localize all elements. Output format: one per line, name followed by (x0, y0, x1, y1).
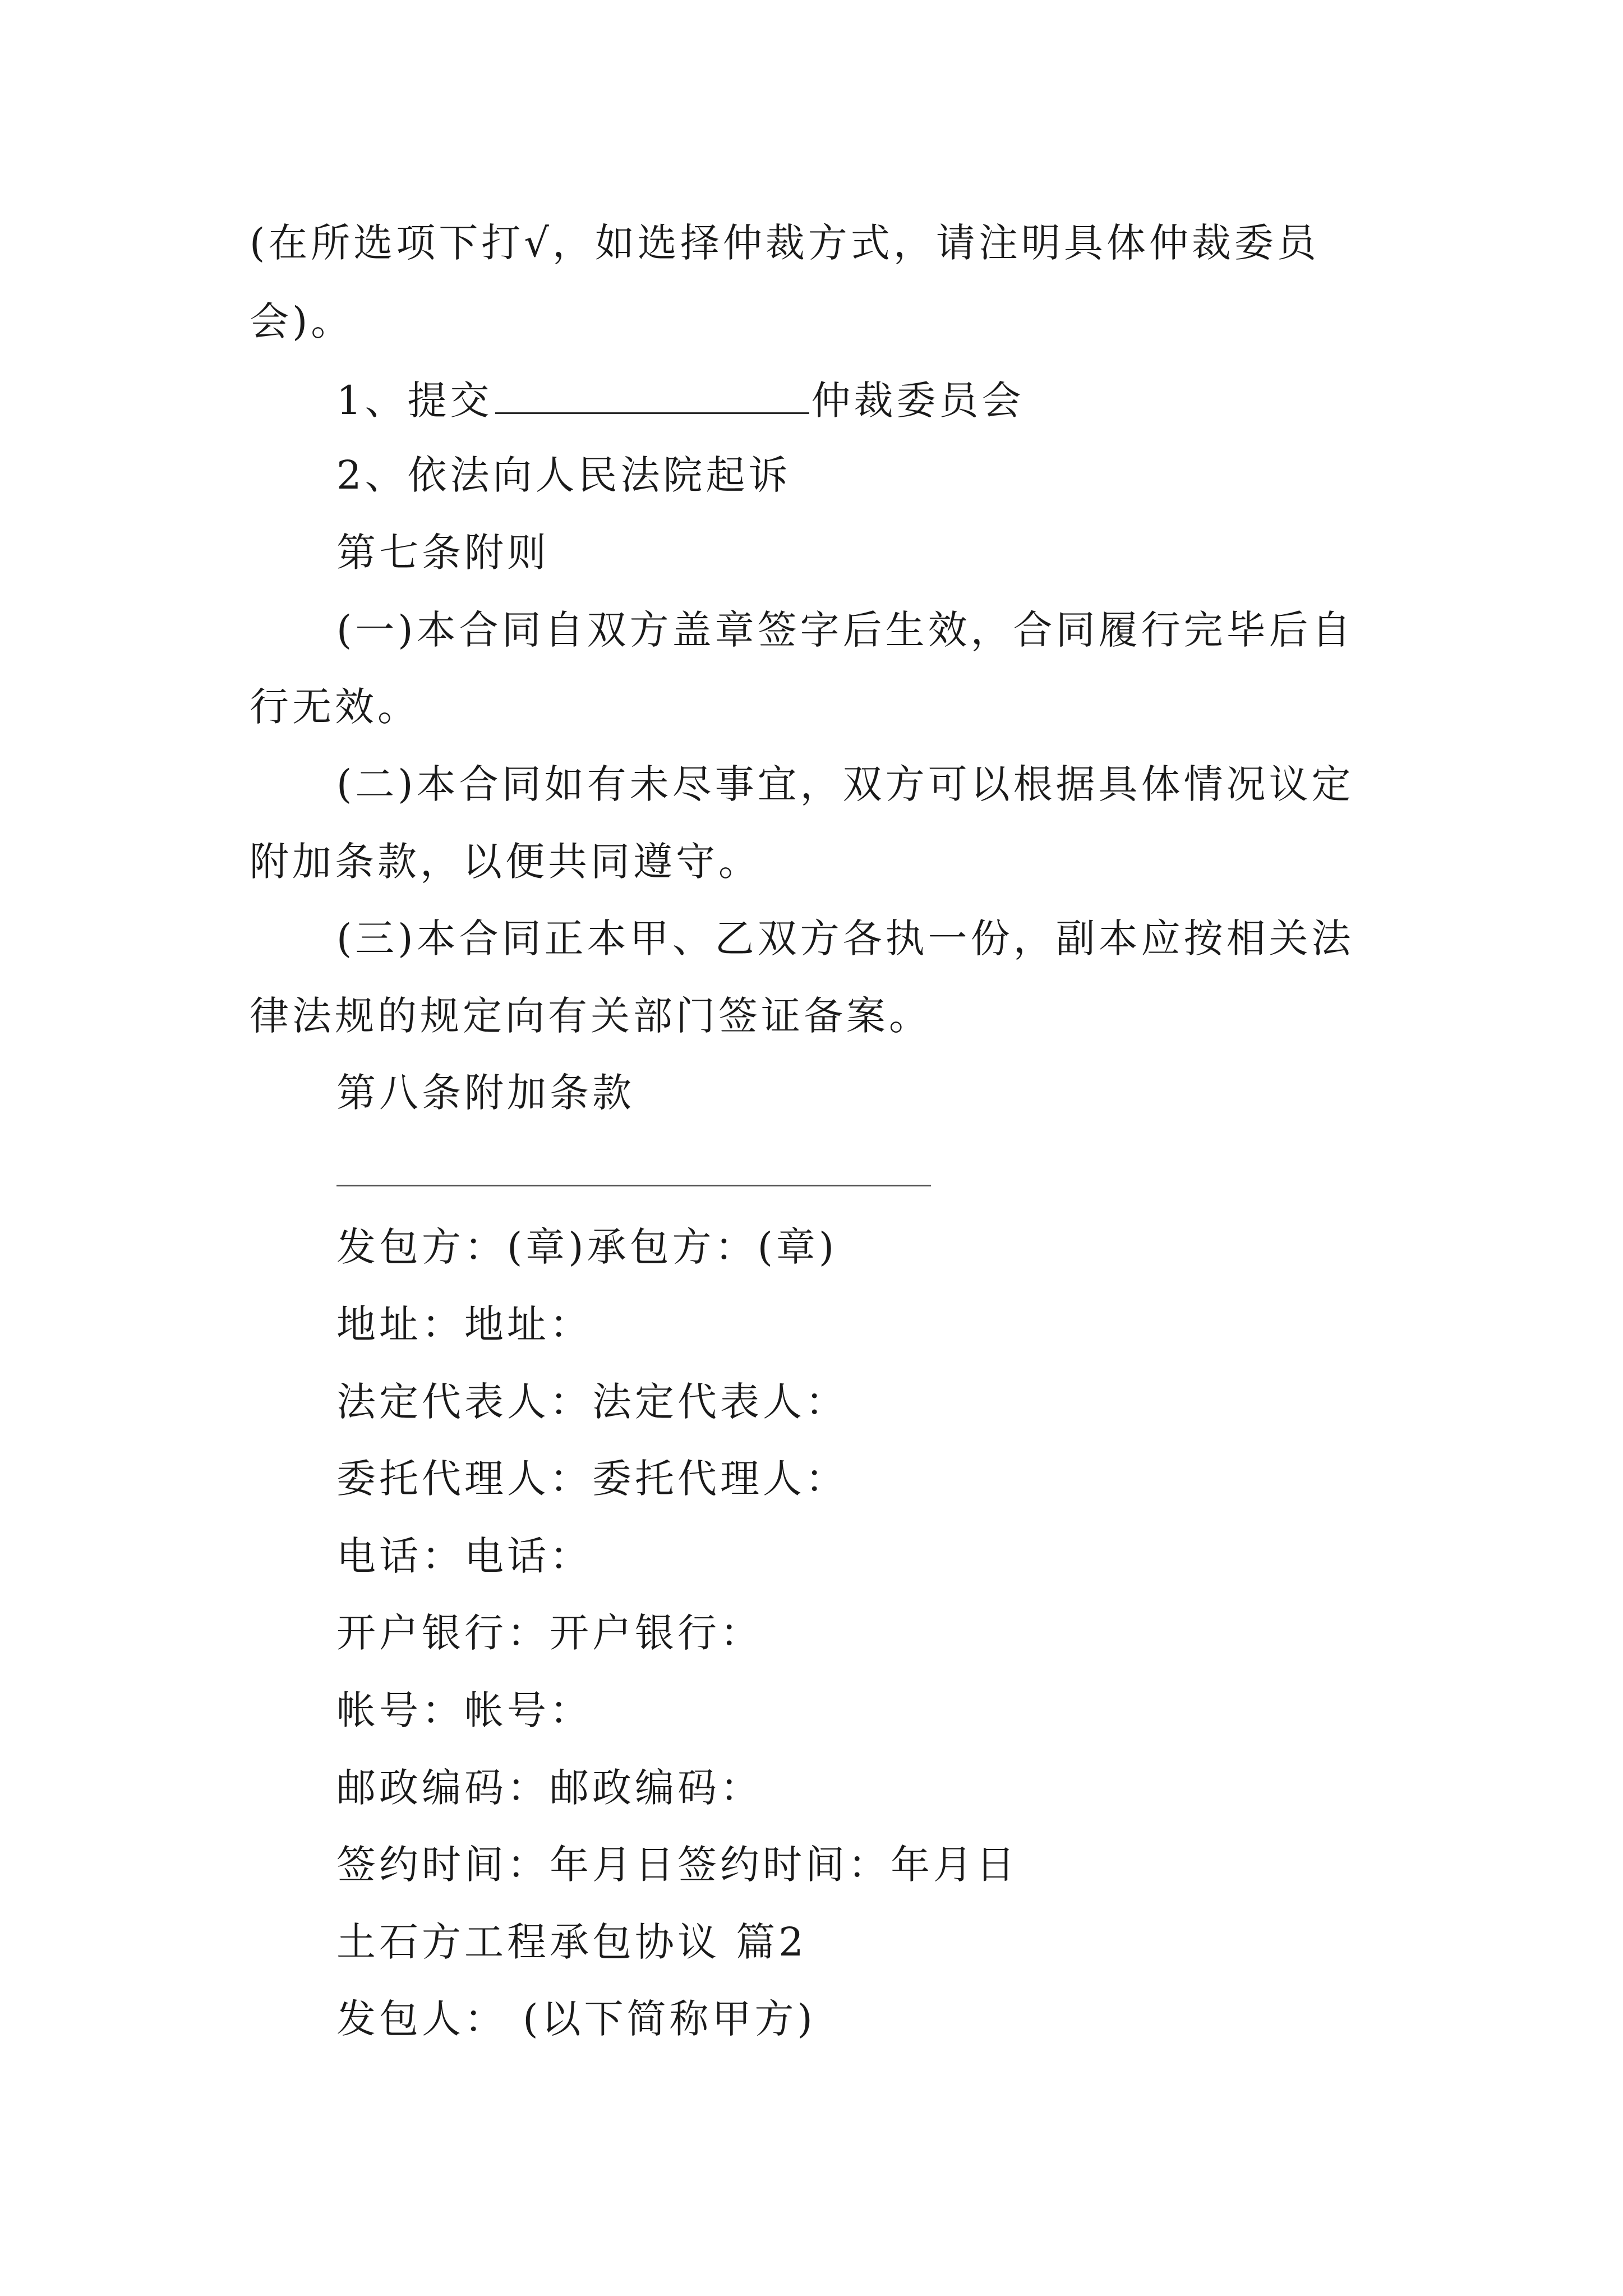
arbitration-option-1 (336, 378, 1025, 424)
agreement-2-title: 土石方工程承包协议 篇2 (336, 1919, 807, 1965)
article-7-clause-1-line-2: 行无效。 (250, 684, 420, 730)
article-7-clause-1-line-1: (一)本合同自双方盖章签字后生效，合同履行完毕后自 (336, 607, 1354, 653)
arbitration-committee-blank (495, 379, 809, 414)
account-line: 帐号：帐号： (336, 1687, 592, 1733)
bank-line: 开户银行：开户银行： (336, 1610, 763, 1656)
contractor-party-line: 发包人： (以下简称甲方) (336, 1996, 816, 2042)
article-7-clause-3-line-1: (三)本合同正本甲、乙双方各执一份，副本应按相关法 (336, 915, 1354, 961)
arbitration-option-2: 2、依法向人民法院起诉 (336, 452, 791, 498)
option-1-prefix: 1、提交 (336, 378, 493, 424)
signature-seal-line: 发包方：(章)承包方：(章) (336, 1224, 838, 1270)
legal-representative-line: 法定代表人：法定代表人： (336, 1379, 848, 1425)
signing-date-line: 签约时间：年月日签约时间：年月日 (336, 1842, 1018, 1888)
arbitration-instruction-line-1: (在所选项下打√，如选择仲裁方式，请注明具体仲裁委员 (250, 220, 1320, 266)
authorized-agent-line: 委托代理人：委托代理人： (336, 1456, 848, 1502)
article-8-heading: 第八条附加条款 (336, 1070, 635, 1116)
postal-code-line: 邮政编码：邮政编码： (336, 1765, 763, 1811)
article-7-heading: 第七条附则 (336, 530, 550, 576)
additional-terms-blank-line (336, 1185, 931, 1186)
option-1-suffix: 仲裁委员会 (811, 378, 1025, 424)
article-7-clause-2-line-1: (二)本合同如有未尽事宜，双方可以根据具体情况议定 (336, 761, 1354, 807)
article-7-clause-3-line-2: 律法规的规定向有关部门签证备案。 (250, 993, 932, 1039)
address-line: 地址：地址： (336, 1301, 592, 1347)
phone-line: 电话：电话： (336, 1533, 592, 1579)
article-7-clause-2-line-2: 附加条款，以便共同遵守。 (250, 839, 761, 885)
arbitration-instruction-line-2: 会)。 (250, 298, 354, 344)
